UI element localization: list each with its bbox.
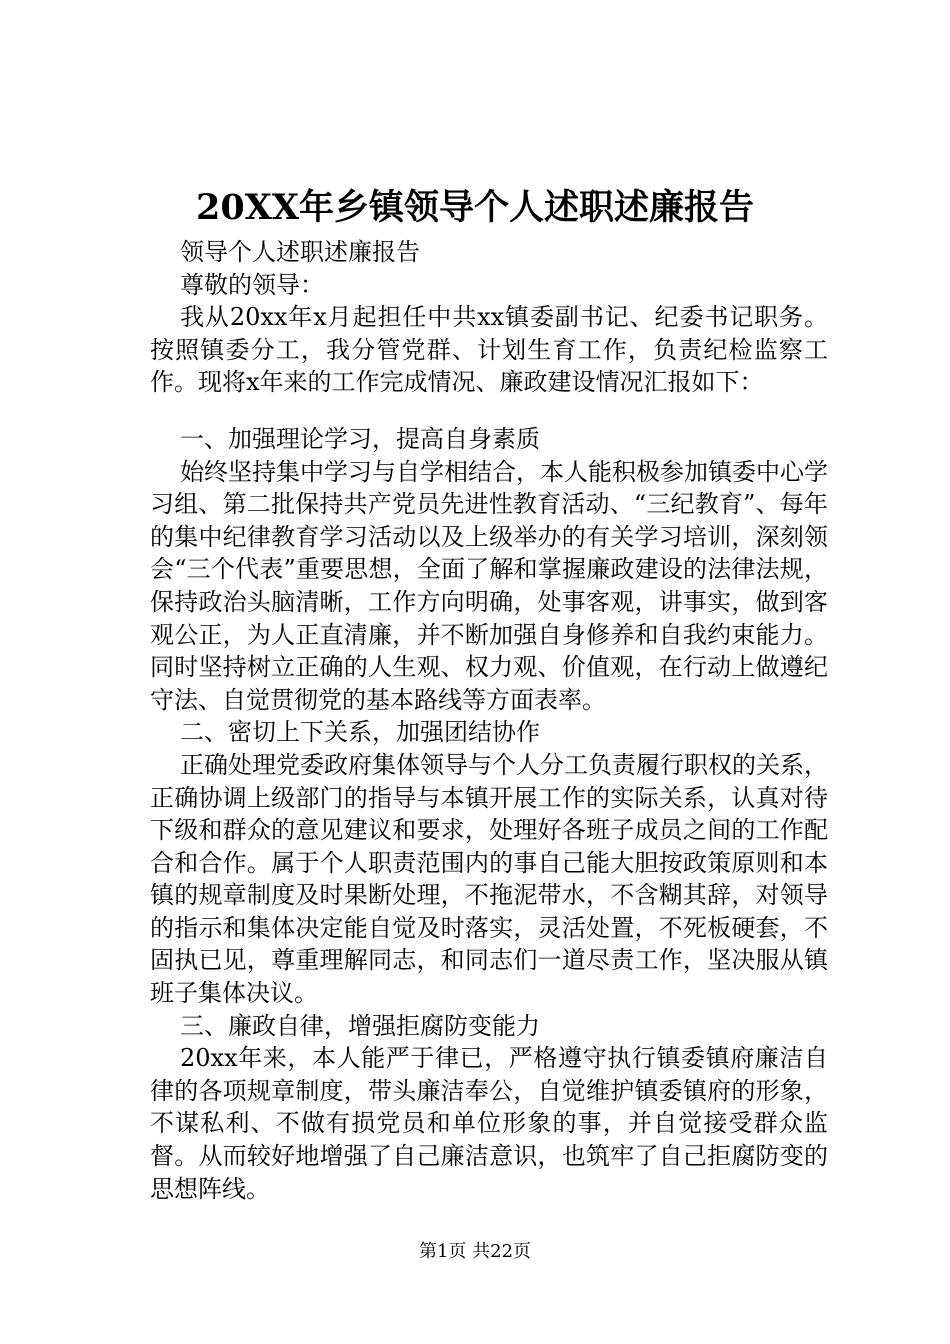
paragraph-subtitle: 领导个人述职述廉报告 [180, 238, 420, 266]
paragraph-section-2: 正确处理党委政府集体领导与个人分工负责履行职权的关系，正确协调上级部门的指导与本镇开展工作的实际关系，认真对待下级和群众的意见建议和要求，处理好各班子成员之间的工作配合和合作。属于个人职责范围内的事自己能大胆按政策原则和本镇的规章制度及时果断处理，不拖泥带水，不含糊其辞，对领导的指示和集体决定能自觉及时落实，灵活处置，不死板硬套，不固执已见，尊重理解同志，和同志们一道尽责工作，坚决服从镇班子集体决议。 [150, 750, 828, 1008]
document-body [150, 236, 828, 1205]
paragraph-salutation: 尊敬的领导： [180, 270, 324, 299]
paragraph-section-3: 20xx年来，本人能严于律已，严格遵守执行镇委镇府廉洁自律的各项规章制度，带头廉洁奉公，自觉维护镇委镇府的形象，不谋私利、不做有损党员和单位形象的事，并自觉接受群众监督。从而较好地增强了自己廉洁意识，也筑牢了自己拒腐防变的思想阵线。 [150, 1044, 828, 1203]
section-heading-3: 三、廉政自律，增强拒腐防变能力 [180, 1011, 540, 1040]
document-title: 20XX年乡镇领导个人述职述廉报告 [195, 187, 755, 228]
paragraph-section-1: 始终坚持集中学习与自学相结合，本人能积极参加镇委中心学习组、第二批保持共产党员先进性教育活动、“三纪教育”、每年的集中纪律教育学习活动以及上级举办的有关学习培训，深刻领会“三个代表”重要思想，全面了解和掌握廉政建设的法律法规，保持政治头脑清晰，工作方向明确，处事客观，讲事实，做到客观公正，为人正直清廉，并不断加强自身修养和自我约束能力。同时坚持树立正确的人生观、权力观、价值观，在行动上做遵纪守法、自觉贯彻党的基本路线等方面表率。 [150, 457, 828, 714]
section-heading-2: 二、密切上下关系，加强团结协作 [180, 718, 540, 747]
page-number: 第1页 共22页 [418, 1241, 532, 1262]
section-heading-1: 一、加强理论学习，提高自身素质 [180, 424, 540, 453]
paragraph-intro: 我从20xx年x月起担任中共xx镇委副书记、纪委书记职务。按照镇委分工，我分管党群、计划生育工作，负责纪检监察工作。现将x年来的工作完成情况、廉政建设情况汇报如下： [150, 303, 828, 397]
